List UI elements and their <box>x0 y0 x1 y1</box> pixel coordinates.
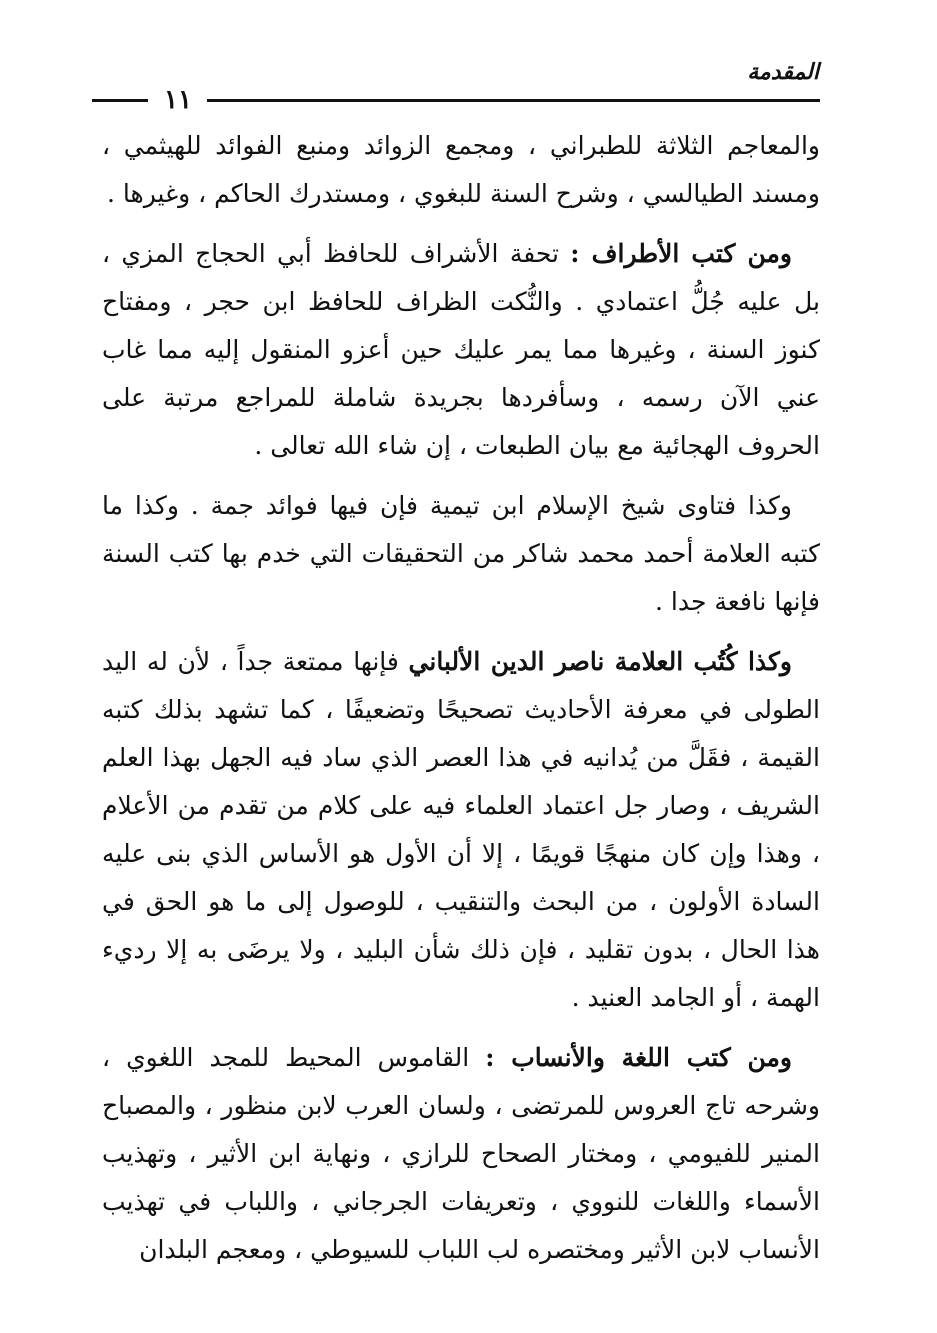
paragraph-lead: ومن كتب الأطراف : <box>570 239 792 268</box>
paragraph <box>102 230 820 470</box>
paragraph-text: تحفة الأشراف للحافظ أبي الحجاج المزي ، بل عليه جُلُّ اعتمادي . والنُّكت الظراف للحافظ ابن حجر ، ومفتاح كنوز السنة ، وغيرها مما يمر عليك حين أعزو المنقول إليه مما غاب عني الآن رسمه ، وسأفردها بجريدة شاملة للمراجع مرتبة على الحروف الهجائية مع بيان الطبعات ، إن شاء الله تعالى . <box>102 239 820 460</box>
paragraph-lead: ومن كتب اللغة والأنساب : <box>485 1043 792 1072</box>
paragraph-lead: وكذا كُتُب العلامة ناصر الدين الألباني <box>408 647 792 676</box>
paragraph <box>102 1034 820 1274</box>
header-rule-right <box>207 99 820 102</box>
paragraph-text: وكذا فتاوى شيخ الإسلام ابن تيمية فإن فيها فوائد جمة . وكذا ما كتبه العلامة أحمد محمد شاكر من التحقيقات التي خدم بها كتب السنة فإنها نافعة جدا . <box>102 491 820 616</box>
paragraph <box>102 122 820 218</box>
paragraph-text: والمعاجم الثلاثة للطبراني ، ومجمع الزوائد ومنبع الفوائد للهيثمي ، ومسند الطيالسي ، وشرح السنة للبغوي ، ومستدرك الحاكم ، وغيرها . <box>102 131 820 208</box>
paragraph <box>102 482 820 626</box>
paragraph-text: القاموس المحيط للمجد اللغوي ، وشرحه تاج العروس للمرتضى ، ولسان العرب لابن منظور ، والمصباح المنير للفيومي ، ومختار الصحاح للرازي ، ونهاية ابن الأثير ، وتهذيب الأسماء واللغات للنووي ، وتعريفات الجرجاني ، واللباب في تهذيب الأنساب لابن الأثير ومختصره لب اللباب للسيوطي ، ومعجم البلدان <box>102 1043 820 1264</box>
page-body <box>102 122 820 1286</box>
header-rule-left <box>92 99 148 102</box>
paragraph <box>102 638 820 1022</box>
header-rule <box>92 85 820 116</box>
page-number: ١١ <box>164 85 192 115</box>
paragraph-text: فإنها ممتعة جداً ، لأن له اليد الطولى في معرفة الأحاديث تصحيحًا وتضعيفًا ، كما تشهد بذلك كتبه القيمة ، فقَلَّ من يُدانيه في هذا العصر الذي ساد فيه الجهل بهذا العلم الشريف ، وصار جل اعتماد العلماء فيه على كلام من تقدم من الأعلام ، وهذا وإن كان منهجًا قويمًا ، إلا أن الأول هو الأساس الذي بنى عليه السادة الأولون ، من البحث والتنقيب ، للوصول إلى ما هو الحق في هذا الحال ، بدون تقليد ، فإن ذلك شأن البليد ، ولا يرضَى به إلا رديء الهمة ، أو الجامد العنيد . <box>102 647 820 1012</box>
running-header-title: المقدمة <box>747 59 819 85</box>
